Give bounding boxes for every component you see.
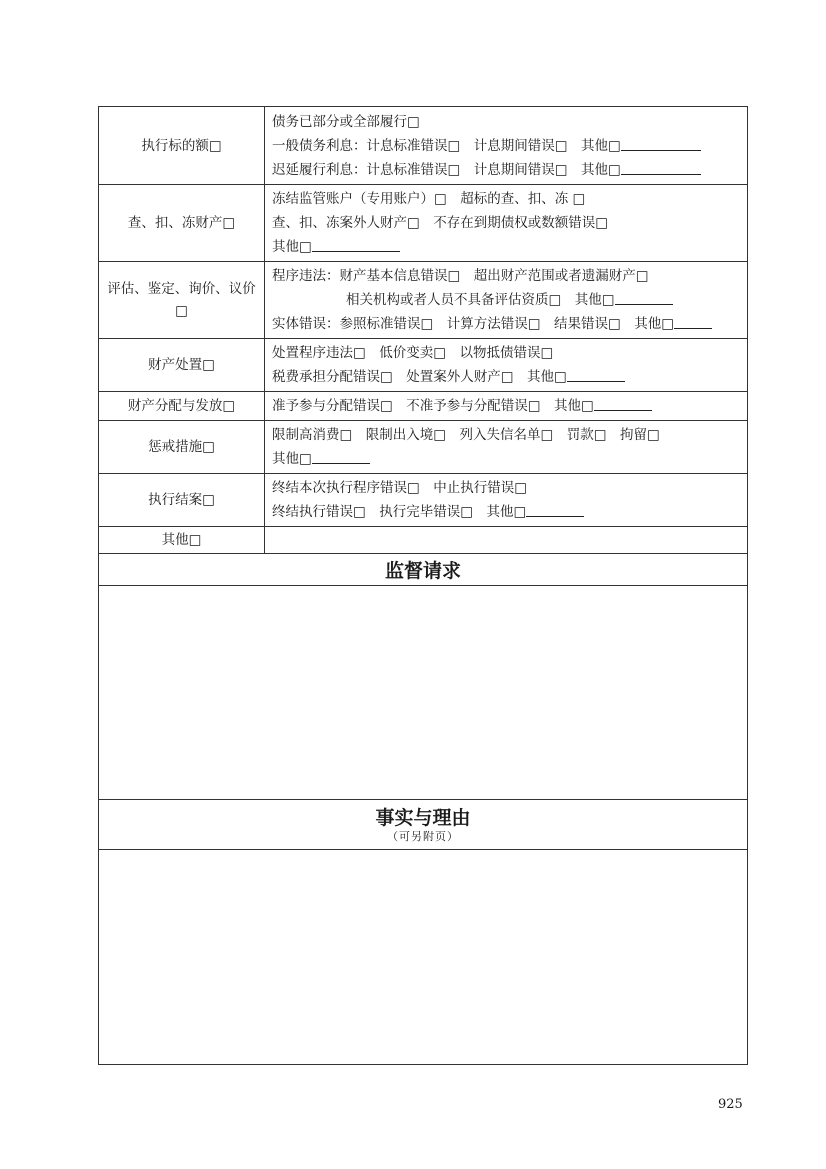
- section-facts-subtitle: （可另附页）: [387, 829, 459, 843]
- section-facts-body-row: [99, 850, 748, 1065]
- option-line: 其他□: [272, 447, 740, 471]
- row-content: [265, 474, 748, 527]
- row-content: [265, 392, 748, 421]
- row-content: [265, 185, 748, 262]
- section-facts-title: 事实与理由: [375, 806, 471, 829]
- supervision-form-table: [98, 106, 748, 1065]
- row-punishment: [99, 421, 748, 474]
- option-line: 准予参与分配错误□ 不准予参与分配错误□ 其他□: [272, 394, 740, 418]
- option-line: 实体错误：参照标准错误□ 计算方法错误□ 结果错误□ 其他□: [272, 312, 740, 336]
- option-line: 限制高消费□ 限制出入境□ 列入失信名单□ 罚款□ 拘留□: [272, 427, 660, 443]
- row-label: 执行结案□: [99, 474, 265, 527]
- blank-line: [567, 367, 625, 382]
- option-line: 其他□: [272, 235, 740, 259]
- blank-line: [312, 237, 400, 252]
- row-label: 惩戒措施□: [99, 421, 265, 474]
- option-line: 冻结监管账户（专用账户）□ 超标的查、扣、冻 □: [272, 191, 586, 207]
- row-label: 查、扣、冻财产□: [99, 185, 265, 262]
- row-label: 财产处置□: [99, 339, 265, 392]
- option-line: 债务已部分或全部履行□: [272, 113, 420, 130]
- blank-line: [615, 290, 673, 305]
- row-content: [265, 107, 748, 185]
- blank-line: [312, 449, 370, 464]
- page-number: 925: [718, 1097, 743, 1112]
- option-line: 相关机构或者人员不具备评估资质□ 其他□: [272, 288, 740, 312]
- blank-line: [594, 396, 652, 411]
- option-line: 终结本次执行程序错误□ 中止执行错误□: [272, 480, 528, 496]
- row-seizure: [99, 185, 748, 262]
- section-facts-header: [99, 800, 748, 850]
- row-label: 财产分配与发放□: [99, 392, 265, 421]
- request-text-area[interactable]: [99, 586, 748, 800]
- row-case-closure: [99, 474, 748, 527]
- blank-line: [621, 160, 701, 175]
- row-appraisal: [99, 262, 748, 339]
- row-disposal: [99, 339, 748, 392]
- option-line: 处置程序违法□ 低价变卖□ 以物抵债错误□: [272, 345, 554, 361]
- blank-line: [621, 136, 701, 151]
- option-line: 税费承担分配错误□ 处置案外人财产□ 其他□: [272, 365, 740, 389]
- option-line: 查、扣、冻案外人财产□ 不存在到期债权或数额错误□: [272, 215, 609, 231]
- option-line: 终结执行错误□ 执行完毕错误□ 其他□: [272, 500, 740, 524]
- option-line: 程序违法：财产基本信息错误□ 超出财产范围或者遗漏财产□: [272, 268, 649, 284]
- blank-line: [526, 502, 584, 517]
- row-label: 其他□: [99, 527, 265, 554]
- facts-text-area[interactable]: [99, 850, 748, 1065]
- option-line: 一般债务利息：计息标准错误□ 计息期间错误□ 其他□: [272, 134, 740, 158]
- blank-line: [674, 314, 712, 329]
- section-request-body-row: [99, 586, 748, 800]
- row-execution-amount: [99, 107, 748, 185]
- row-content: [265, 527, 748, 554]
- option-line: 迟延履行利息：计息标准错误□ 计息期间错误□ 其他□: [272, 158, 740, 182]
- section-facts-header-row: [99, 800, 748, 850]
- row-other: [99, 527, 748, 554]
- row-content: [265, 262, 748, 339]
- row-label: 评估、鉴定、询价、议价□: [99, 262, 265, 339]
- row-distribution: [99, 392, 748, 421]
- row-content: [265, 421, 748, 474]
- row-label: 执行标的额□: [99, 107, 265, 185]
- row-content: [265, 339, 748, 392]
- section-request-header-row: [99, 554, 748, 586]
- section-request-title: 监督请求: [99, 554, 748, 586]
